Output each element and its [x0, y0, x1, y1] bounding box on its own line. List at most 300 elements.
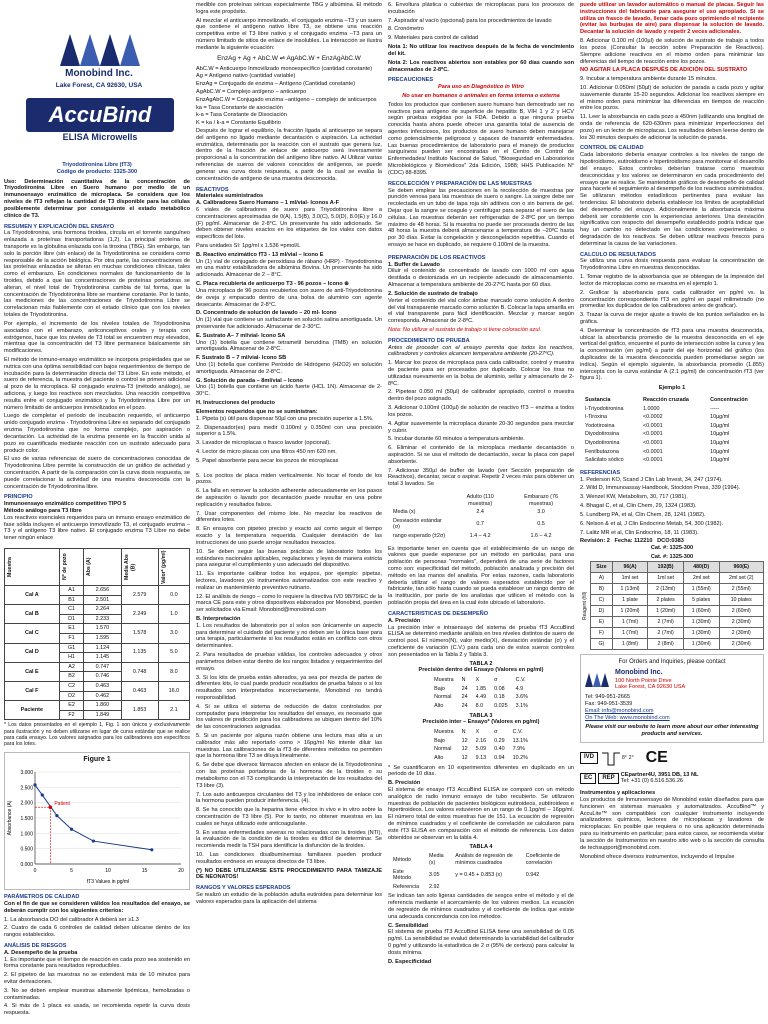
t3-r2c0: Alto	[434, 754, 444, 761]
reagent-grid-row	[591, 594, 764, 605]
cross-reaction-cell: 10µg/ml	[710, 440, 730, 447]
reactivos-heading: REACTIVOS	[196, 186, 229, 193]
prec-diag2: No usar en humanos o animales en forma interna o externa	[402, 92, 560, 99]
cross-reaction-cell: -----	[710, 405, 720, 412]
reagent-c-title: C. Placa recubierta de anticuerpo T3 - 96 pozos – Icono ⊕	[196, 281, 349, 288]
ref-5: 5. Lundberg PA, et al, Clin Chem, 28, 1241 (1982).	[580, 511, 706, 518]
t2-h2: X	[475, 677, 480, 684]
prec-paragraph: Todos los productos que contienen suero humano han demostrado ser no reactivos para antígeno de superficie de hepatitis B, VIH 1 y 2 y HCV según pruebas exigidas por la FDA. Debido a que ninguna prueba conocida hasta ahora puede ofrecer una garantía total de ausencia de agentes infecciosos, los productos de suero humano deben manejarse como potencialmente peligrosos y capaces de transmitir enfermedades. Las buenas procedimientos de laboratorio para el manejo de productos sanguíneos pueden ser encontradas en el Centro de Control de Enfermedades/ Instituto Nacional de Salud, "Biosegurdad en Laboratorios Microbiológicos y Biomédicos" 2da Edición, 1988; HHS Publicación N° (CDC) 88-8395.	[388, 101, 574, 176]
definition-item: EnzAgAbC.W = Conjugado enzima –antígeno – complejo de anticuerpos	[196, 96, 377, 103]
t2-r1c1: 24	[461, 694, 468, 701]
table-row	[5, 605, 190, 615]
reagent-grid-cell: 2ml set (2)	[719, 572, 764, 583]
c2-p2: Al mezclar el anticuerpo inmovilizado, el conjugado enzima –T3 y un suero que contiene el antígeno nativo libre T3, se obtiene una reacción competitiva entre el T3 libre nativo y el conjugado enzima –T3 para un número limitado de sitios de enlace de insolubles. La interacción se ilustra mediante la siguiente ecuación:	[196, 17, 382, 51]
y-tick-label: 2.000	[20, 800, 33, 807]
car-b-text: El sistema de ensayo fT3 AccuBind ELISA se comparó con un método analógico de radio inmuno ensayo de tubo recubierto. Se utilizaron muestras de población de pacientes biológicos eutiroideos, subtiroideos e hipertiroideos. Los valores estuvieron en un rango de 0.1pg/ml – 16pg/ml. El número total de estos muestras fue de 151. La ecuación de regresión de mínimos cuadrados y el coeficiente de correlación se calcularon para este fT3 ELISA en comparación con el método de referencia. Los datos obtenidos se observan en la tabla 4.	[388, 787, 574, 841]
order-box	[580, 654, 764, 743]
order-tel: Tel: 949-951-2665	[585, 694, 631, 701]
reagent-grid-cell: 1 (30ml)	[683, 638, 719, 649]
cc-paragraph: Cada laboratorio debería ensayar controles a los niveles de rango de hipotiroidismo, eutiroidismo e hipertiroidismo para monitorear el desarrollo del ensayo. Estos controles deberían tratarse como muestras desconocidas y los valores se determinaron en cada procedimiento del ensayo que se realice. Se mantendrán gráficos de desempeño de calidad para hacerle el seguimiento al desempeño de los reactivos suministrados. Se utilizaran métodos estadísticos pertinentes para evaluar las tendencias. El laboratorio debería establecer los límites de aceptabilidad del desempeño del ensayo. Adicionalmente la absorbancia máxima deberá ser consistente con la experiencias anteriores. Una desviación significativa con respecto del desempeño establecido podría indicar que hay un cambio no detectado en las condiciones experimentales o degradación de los reactivos. Se deben utilizar reactivos frescos para determinar la causa de las variaciones.	[580, 152, 764, 247]
patient-point	[49, 806, 53, 810]
step-9: 9. Incubar a temperatura ambiente durante 15 minutos.	[580, 76, 717, 83]
t2-h3: σ	[494, 677, 498, 684]
t4-title: TABLA 4	[469, 843, 493, 850]
t3-r2c2: 9.13	[475, 754, 487, 761]
th-muestra: Muestra	[7, 557, 13, 578]
prep-2-note: Nota: No utilizar el sustrato de trabajo si tiene coloración azul.	[388, 326, 542, 333]
t4-r0c3: 0.942	[525, 871, 540, 878]
t3-r2c4: 10.2%	[512, 754, 528, 761]
c2b-item-12: 12. El análisis de riesgo – como lo requiere la directiva IVD 98/79/EC de la marca CE para este y otros dispositivos elaborados por Monobind, pueden ser solicitados vía Email: Monobind@monobind.com	[196, 593, 382, 614]
uso-paragraph: Uso: Determinación cuantitativa de la concentración de Triyodotironina Libre en Suero humano por medio de un inmunoensayo enzimático de microplaca. Se considera que los niveles de fT3 reflejan la cantidad de T3 disponible para las células posiblemente determinar por consiguiente el estado metabólico clínico de T3.	[4, 178, 190, 219]
prep-heading: PREPARACIÓN DE LOS REACTIVOS	[388, 254, 486, 261]
example-table	[4, 548, 190, 720]
proc-heading: PROCEDIMIENTO DE PRUEBA	[388, 337, 470, 344]
calc-1: 1. Tomar registro de la absorbancia que se obtengan de la impresión del lector de microplacas como se muestra en el ejemplo 1.	[580, 274, 764, 287]
prep-1-text: Diluir el contenido de concentrado de lavado con 1000 ml con agua destilada o desionizada en un recipiente adecuado de almacenamiento. Almacenar a temperatura ambiente de 20-27ºC hasta por 60 días.	[388, 268, 574, 289]
g-h2: 192(B)	[648, 561, 684, 572]
nota-2: Nota 2: Los reactivos abiertos son estables por 60 días cuando son almacenados de 2-8ºC.	[388, 59, 574, 73]
t3-r0c1: 12	[461, 737, 468, 744]
data-point	[70, 828, 73, 831]
sample-name: Paciente	[5, 701, 60, 720]
resumen-p1: La Triyodotironina, una hormona tiroidea, circula en el torrente sanguíneo enlazada a proteínas transportadoras (1,2). La principal proteína de transporte es la globulina enlazada con la tiroxina (TBG). Sin embargo, tan solo la porción libre (sin enlace) de la Triyodotironina se considera como responsable de la acción biológica. Por otra parte, las concentraciones de las proteínas enlazadas se alteran en muchas condiciones clínicas, tales como el embarazo. En condiciones normales de funcionamiento de la tiroides, debido a que las concentraciones de proteínas portadoras se alteran, el nivel total de Triyodotironina cambia de tal forma, que la concentración de Triyodotironina libre se mantiene constante. Por lo tanto, las mediciones de las concentraciones de Triyodotironina Libre se correlacionan más fiablemente con el estado clínico que con los niveles totales de Triyodotironina.	[4, 230, 190, 319]
reagent-grid-cell: 1 plate	[612, 594, 648, 605]
c2b-item-5: 5. Los pocitos de placa miden verticalmente. No tocar el fondo de los pozos.	[196, 472, 382, 486]
well-id: B1	[59, 595, 84, 605]
abs-value: 1.124	[84, 643, 121, 653]
well-id: D1	[59, 614, 84, 624]
interp-2: 2. Para resultados de pruebas válidas, los controles adecuados y otros parámetros deben estar dentro de los rangos listados y requerimientos del ensayo.	[196, 652, 382, 672]
t2-r1c2: 4.49	[475, 694, 487, 701]
product-line: ELISA Microwells	[62, 132, 138, 142]
imp-paragraph: Es importante tener en cuenta que el establecimiento de un rango de valores que puede esperarse por un método en particular, para una población de personas "normales", dependerá de una serie de factores como son: especificidad del método, población analizada y precisión del método en las manos del analista. Por estas razones, cada laboratorio debería utilizar el rango de valores esperados establecido por el fabricante, tan sólo hasta cuando se pueda establecer un rango dentro de la institución, por parte de los analistas que utilicen el método con la población propia del área en la cual éste ubicado el laboratorio.	[388, 545, 574, 607]
accubind-logo: AccuBind	[26, 98, 174, 132]
cross-reaction-cell: <0.0002	[643, 414, 663, 421]
reagent-grid-cell: 2 (30ml)	[719, 638, 764, 649]
reagent-grid-row	[591, 627, 764, 638]
abs-value: 1.595	[84, 634, 121, 644]
car-b: B. Precisión	[388, 780, 421, 787]
car-a: A. Precisión	[388, 617, 421, 624]
t2-r0c1: 24	[461, 685, 468, 692]
reagent-grid-cell: 5 plates	[683, 594, 719, 605]
abs-value: 0.747	[84, 662, 121, 672]
abs-value: 0.746	[84, 672, 121, 682]
reagent-grid-cell: F)	[591, 627, 613, 638]
definition-item: K = ka / k-a = Constante Equilibrio	[196, 120, 281, 127]
t1-r0c0: Media (x)	[393, 509, 416, 516]
t2-r0c2: 1.85	[475, 685, 487, 692]
th-pozo: Nº de pozo	[61, 553, 68, 581]
column-3	[388, 2, 574, 965]
risk-item-3: 3. No se deben emplear muestras altamente lipémicas, hemolizadas o contaminadas.	[4, 987, 190, 1001]
cross-reaction-cell: Fenilbutazona	[585, 448, 619, 455]
resumen-p2: Por ejemplo, el incremento de los niveles totales de Triyodotironina asociados con el embarazo, anticonceptivos orales y terapia con estrógenos, hace que los niveles de T3 total se encuentren muy elevados, mientras que la concentración del T3 libre permanece básicamente sin modificaciones.	[4, 320, 190, 355]
c2b-item-8: 8. En ensayos con pipeteo preciso y exacto así como seguir el tiempo exacto y la temperatura requerida. Cualquier desviación de las instrucciones de uso puede arrojar resultados inexactos.	[196, 526, 382, 546]
t3-r2c1: 12	[461, 754, 468, 761]
definition-item: k-a = Tasa Constante de Disociación	[196, 112, 287, 119]
principio-sub: Inmunoensayo enzimático competitivo TIPO 5	[4, 501, 127, 508]
abs-value: 2.656	[84, 586, 121, 596]
fecha: Fecha: 112210	[614, 538, 653, 545]
x-tick-label: 15	[141, 868, 148, 875]
reagent-grid-cell: 2 (8ml)	[648, 638, 684, 649]
t3-h3: σ	[494, 729, 498, 736]
reagent-grid-cell: 2 plates	[648, 594, 684, 605]
x-tick-label: 20	[178, 868, 184, 875]
risk-heading: ANÁLISIS DE RIESGOS	[4, 942, 67, 949]
reagent-grid-cell: 1 (8ml)	[612, 638, 648, 649]
reagent-grid-wrap	[580, 561, 764, 650]
c3-item-8: 8. Cronómetro	[388, 26, 424, 33]
cross-reaction-cell: <0.0001	[643, 431, 663, 438]
cross-reaction-cell: <0.0001	[643, 440, 663, 447]
y-tick-label: 0.500	[20, 846, 33, 853]
car-heading: CARACTERISTICAS DE DESEMPEÑO	[388, 610, 489, 617]
t2-r1c3: 0.18	[494, 694, 505, 701]
proc-step-1: 1. Marcar los pozos de microplaca para cada calibrador, control y muestra de paciente para ser procesados por duplicado. Colocar los tiras no utilizadas nuevamente en la bolsa de aluminio, sellar y almacenarlo de 2-8ºC.	[388, 360, 574, 387]
interp-8: 8. Se ha conocido que la heparina tiene efectos in vivo e in vitro sobre la concentración de T3 libre (5). Por lo tanto, no obtener muestras en las cuales se haya utilizado este anticoagulante.	[196, 807, 382, 827]
cross-reaction-cell: l-Tiroxina	[585, 414, 607, 421]
table-row	[5, 643, 190, 653]
g-h4: 960(E)	[719, 561, 764, 572]
t2-h1: N	[461, 677, 466, 684]
reagent-a-note: Para unidades SI: 1pg/ml x 1.536 =pmol/L	[196, 243, 301, 249]
value: 2.1	[158, 701, 189, 720]
reagent-f-text: Uno (1) botella que contiene Peróxido de Hidrógeno (H2O2) en solución amortiguada. Almacenar de 2-8°C.	[196, 362, 382, 375]
abs-value: 2.264	[84, 605, 121, 615]
rep-symbol: REP	[598, 773, 618, 784]
revision-line	[580, 538, 764, 545]
reagent-grid-cell: A)	[591, 572, 613, 583]
reagent-b-title: B. Reactivo enzimático fT3 - 13 ml/vial – Icono E	[196, 251, 324, 258]
reagent-grid-cell: 10 plates	[719, 594, 764, 605]
abs-value: 2.233	[84, 614, 121, 624]
cc-heading: CONTROL DE CALIDAD	[580, 145, 644, 152]
interp-9: 9. En varias enfermedades severas no relacionadas con la tiroides (NTI), la evaluación de la condición de la tiroides es difícil de determinar. Se recomienda medir la TSH para identificar la disfunción de la tiroides.	[196, 829, 382, 850]
column-2	[196, 2, 382, 908]
rangos-heading: RANGOS Y VALORES ESPERADOS	[196, 885, 291, 892]
t3-r0c0: Bajo	[434, 737, 445, 744]
mean-abs: 1.578	[121, 624, 158, 643]
t4-r0c0: Este Método	[393, 868, 411, 882]
column-1	[4, 2, 190, 1019]
t4-h1: Media (x)	[429, 853, 444, 866]
data-point	[33, 784, 36, 787]
interp-6: 6. Se debe que diversos fármacos afecten en enlace de la Triyodotironina con las proteínas portadoras de la hormona de la tiroides o su metabolismo con el T3 complicando la interpretación de los resultados del T3 libre (3).	[196, 762, 382, 789]
company-name: Monobind Inc.	[65, 68, 133, 79]
reagent-grid-cell: 1 (30ml)	[683, 616, 719, 627]
cross-reaction-cell: <0.0001	[643, 448, 663, 455]
abs-value: 1.145	[84, 653, 121, 663]
y-tick-label: 2.500	[20, 785, 33, 792]
t3-r0c4: 13.1%	[512, 737, 528, 744]
reagent-grid-cell: 2 (30ml)	[719, 627, 764, 638]
principio-heading: PRINCIPIO	[4, 494, 33, 501]
well-id: C2	[59, 682, 84, 692]
proc-step-7: 7. Adicionar 350µl de buffer de lavado (ver Sección preparación de Reactivos), decantar, secar o aspirar. Repetir 2 veces más para obtener un total 3 lavados. Se	[388, 467, 574, 488]
resumen-heading: RESUMEN Y EXPLICACIÓN DEL ENSAYO	[4, 223, 115, 230]
ec-symbol: EC	[580, 773, 596, 784]
reagent-h-title: H. Instrucciones del producto	[196, 400, 275, 407]
reagent-f-title: F. Sustrato B – 7 ml/vial- Icono SB	[196, 355, 287, 362]
order-company: Monobind Inc.	[615, 669, 663, 677]
order-addr1: 100 North Pointe Drive	[615, 677, 672, 684]
well-id: B2	[59, 672, 84, 682]
table-row	[5, 586, 190, 596]
reagent-grid-row	[591, 605, 764, 616]
t2-r2c3: 0.025	[494, 702, 508, 709]
c3-item-9: 9. Materiales para control de calidad	[388, 35, 479, 42]
t2-r1c4: 3.6%	[515, 694, 528, 701]
c2-p3: Después de lograr el equilibrio, la fracción ligada al anticuerpo se separa del antígeno no ligado mediante decantación o aspiración. La actividad enzimática, determinada por la reacción con el sustrato que genera luz, dentro de la fracción de enlace de anticuerpo será inversamente proporcional a la concentración del antígeno libre nativo. Al Utilizar varias referencias de sueros de valores conocidos de antígenos, se puede generar una curva dosis respuesta, a partir de la cual se evalúa la concentración de antígeno de una muestra desconocida.	[196, 128, 382, 182]
cross-reaction-cell: Diyodotironina	[585, 440, 620, 447]
t4-h0: Método	[393, 856, 411, 863]
qc-heading: PARÁMETROS DE CALIDAD	[4, 894, 80, 901]
ref-3: 3. Wenzel KW, Metabolism, 30, 717 (1981).	[580, 494, 688, 501]
proc-step-4: 4. Agitar suavemente la microplaca durante 20-30 segundos para mezclar y cubrir.	[388, 420, 574, 434]
t3-r1c1: 12	[461, 746, 468, 753]
reagent-grid-cell: 2ml set	[683, 572, 719, 583]
t1-h1: Adulto (110 muestras)	[466, 494, 494, 507]
cross-reaction-table	[580, 395, 764, 466]
x-tick-label: 5	[70, 868, 73, 875]
order-addr2: Lake Forest, CA 92630 USA	[615, 684, 686, 691]
t3-title: TABLA 3	[469, 712, 493, 719]
definition-item: AbC.W = Anticuerpo Inmovilizado monoespecífico (cantidad constante)	[196, 65, 373, 72]
cross-reaction-cell: 10µg/ml	[710, 414, 730, 421]
calc-4: 4. Determinar la concentración de fT3 para una muestra desconocida, ubicar la absorbancia promedio de la muestra desconocida en el eje vertical del gráfico, encuentre el punto de intersección sobre la curva y lea la concentración (en pg/ml) a partir del eje horizontal del gráfico (los duplicados de la muestra desconocida pueden promediarse según se indica). Según el ejemplo siguiente, la absorbancia promedio (1.855) intercepta con la curva estándar A (2.1 pg/ml) de concentración fT3 (ver figura 1).	[580, 327, 764, 382]
recol-paragraph: Se deben emplear las precauciones en la recolección de muestras por punción venosa para las muestras de suero o sangre. La sangre debe ser recolectada en un tubo de tapa roja sin aditivos con o sin barrera de gel. Dejar que la sangre se coagule y centrifugar para separar el suero de las células. Las muestras deberán ser refrigeradas de 2-8ºC por un tiempo máximo de 48 horas. Si la muestra no puede ser procesada dentro de las 48 horas la muestra deberá almacenarse a temperatura de –20ºC hasta por 30 días. Evitar la congelación y descongelación repetitiva. Cuando el ensayo se hace en duplicado, se requiere 0.100ml de la muestra.	[388, 187, 574, 248]
t4-paragraph: Se indican tan solo ligeras cantidades de sesgos entre el método y el de referencia mediante el acercamiento de los valores medios. La ecuación de regresión de mínimos cuadrados y el coeficiente de indica que existe una adecuada concordancia con los métodos.	[388, 893, 574, 920]
reagent-e-title: E. Sustrato A– 7 ml/vial- Icono SA	[196, 332, 286, 339]
reagent-grid-cell: 2 (7ml)	[648, 616, 684, 627]
t1-r0c2: 3.0	[537, 509, 545, 516]
reagent-grid-row	[591, 583, 764, 594]
step-11: 11. Leer la absorbancia en cada pozo a 450nm (utilizando una longitud de onda de referencia de 620-630nm para minimizar imperfecciones del pozo) en un lector de microplacas. Los resultados deben leerse dentro de los 30 minutos después de adicionar la solución de parada.	[580, 114, 764, 141]
definition-item: EnzAg = Conjugado de enzima – Antígeno (Cantidad constante)	[196, 81, 356, 88]
order-title: For Orders and Inquiries, please contact	[618, 658, 726, 665]
qc-item-2: 2. Cuatro de cada 6 controles de calidad deben ubicarse dentro de los rangos establecidos.	[4, 925, 190, 939]
cross-reaction-cell: 1.0000	[643, 405, 660, 412]
reagent-grid-cell: 2 (7ml)	[648, 627, 684, 638]
t1-h0	[390, 494, 450, 507]
ref-4: 4. Bhagat C, et al, Clin Chem, 29, 1324 (1983).	[580, 503, 697, 510]
cross-reaction-row	[582, 414, 762, 421]
reagent-grid-cell: 1 (30ml)	[683, 627, 719, 638]
t4-h2: Análisis de regresión de mínimos cuadrados	[455, 853, 513, 866]
reagent-d-title: D. Concentrado de solución de lavado – 20 ml- Icono	[196, 310, 337, 317]
th-abs: Abs (A)	[86, 557, 93, 577]
t1-r2c2: 1.6 – 4.2	[530, 532, 552, 539]
symbols-row	[580, 748, 764, 768]
cross-reaction-cell: 10µg/ml	[710, 422, 730, 429]
t4-r0c1: 3.05	[429, 871, 440, 878]
data-point	[92, 840, 95, 843]
t2-h4: C.V.	[515, 677, 526, 684]
reagent-grid-cell: 2 (55ml)	[719, 583, 764, 594]
y-axis-label: Absorbance (A)	[7, 800, 13, 836]
value: 8.0	[158, 662, 189, 681]
t3-note: * Se cuantificaron en 10 experimentos diferentes en duplicado en un periodo de 10 días.	[388, 764, 574, 778]
company-address: Lake Forest, CA 92630, USA	[55, 82, 143, 89]
reagent-a-text: 6 viales de calibradores de suero para Triyodotironina libre a concentraciones aproximadas de 0(A), 1.5(B), 3.0(C), 5.0(D), 8.0(E) y 16.0 (F) pg/ml. Almacenar de 2-8°C. Un preservante ha sido adicionado. Se deben obtener niveles exactos en los etiquetes de los viales con datos específicos del lote.	[196, 206, 382, 241]
cross-reaction-cell: l-Triyodotironina	[585, 405, 624, 412]
t2-r2c1: 24	[461, 702, 468, 709]
ejemplo-heading: Ejemplo 1	[658, 385, 686, 392]
sample-name: Cal B	[5, 605, 60, 624]
proc-step-2: 2. Pipetear 0.050 ml (50µl) de calibrador apropiado, control o muestra dentro del pozo asignado.	[388, 389, 574, 403]
reagent-grid-row	[591, 616, 764, 627]
t2-title: TABLA 2	[469, 660, 493, 667]
reagent-e-text: Uno (1) botella que contiene tetrametil benzidina (TMB) en solución amortiguada. Almacenar de 2-8°C.	[196, 339, 382, 353]
t4-r1c2	[452, 884, 520, 891]
column-4	[580, 2, 764, 862]
chart-title: Figure 1	[83, 755, 111, 763]
t2-h0: Muestra	[434, 677, 454, 684]
cr-h2: Concentración	[710, 397, 748, 404]
reagent-grid-cell: E)	[591, 616, 613, 627]
inst-tail: Monobind ofrece diversos instrumentos, incluyendo el Impulse	[580, 853, 735, 860]
sample-name: Cal D	[5, 643, 60, 662]
monobind-small-logo-icon	[585, 673, 611, 687]
t2-sub: Precisión dentro del Ensayo (Valores en pg/ml)	[418, 667, 544, 674]
calc-heading: CALCULO DE RESULTADOS	[580, 251, 656, 258]
no-agitar: NO AGITAR LA PLACA DESPUÉS DE ADICIÓN DEL SUSTRATO	[580, 67, 748, 74]
figure-1-chart	[4, 752, 190, 890]
sample-name: Cal A	[5, 586, 60, 605]
data-point	[150, 848, 153, 851]
well-id: G1	[59, 643, 84, 653]
abs-value: 1.860	[84, 701, 121, 711]
g-h1: 96(A)	[612, 561, 648, 572]
interp-7: 7. Los auto anticuerpos circulantes del T3 y los inhibidores de enlace con la hormona pueden producir interferencia. (4).	[196, 791, 382, 805]
cr-h0: Sustancia	[585, 397, 611, 404]
req-heading: Elementos requeridos que no se suministran:	[196, 408, 318, 415]
req-item-5: 5. Papel absorbente para secar los pozos de microplacas	[196, 457, 339, 464]
prec-heading: PRECAUCIONES	[388, 77, 434, 84]
t3-h4: C.V.	[512, 729, 523, 736]
principio-paragraph: Los reactivos esenciales requeridos para un inmuno ensayo enzimático de fase sólida incluyen el anticuerpo inmovilizado T3, el conjugado enzima – T3 y el antígeno T3 libre nativo. El conjugado enzima T3 Libre no debe tener ningún enlace	[4, 514, 190, 542]
cr-h1: Reacción cruzada	[643, 397, 689, 404]
table-row	[5, 682, 190, 692]
table-4	[388, 851, 574, 892]
proc-intro: Antes de proceder con el ensayo permita que todos los reactivos, calibradores y controles alcancen temperatura ambiente (20-27ºC).	[388, 344, 574, 358]
req-item-2: 2. Dispensador(es) para medir 0.100ml y 0.350ml con una precisión superior a 1.5%.	[196, 424, 382, 438]
abs-value: 2.501	[84, 595, 121, 605]
car-a-text: La precisión inter e intraensayo del sistema de prueba fT3 AccuBind ELISA se determinó mediante análisis en tres niveles distintos de suero de control pool. El número(N), valor medio(X), desviación estándar (σ) y el coeficiente de variación (C.V.) para cada uno de estos sueros controles son presentados en la Tabla 2 y Tabla 3.	[388, 624, 574, 658]
y-tick-label: 1.500	[20, 816, 33, 823]
risk-item-2: 2. El pipeteo de las muestras no se extenderá más de 10 minutos para evitar derivaciones.	[4, 972, 190, 986]
sample-name: Cal C	[5, 624, 60, 643]
reagent-grid-cell: 1 (60ml)	[683, 605, 719, 616]
reagent-c-text: Una microplaca de 96 pozos recubiertos con suero de anti-Triyodotironina de oveja y empacado dentro de una bolsa de aluminio con agente desecante. Almacenar de 2-8°C.	[196, 287, 382, 308]
well-id: A1	[59, 586, 84, 596]
interp-1: 1. Los resultados de laboratorio por sí solos son únicamente un aspecto para determinar el cuidado del paciente y no deben ser la única base para una terapia, particularmente si los resultados están en conflicto con otros determinantes.	[196, 622, 382, 650]
t4-r1c0: Referencia	[393, 883, 420, 890]
cross-reaction-cell: Salicilato sódico	[585, 457, 624, 464]
t2-r0c0: Bajo	[434, 685, 445, 692]
t2-r0c3: 0.08	[494, 685, 505, 692]
step-8: 8. Adicionar 0.100 ml (100µl) de solución de sustrato de trabajo a todos los pozos (Consultar la sección sobre Preparación de Reactivos). Siempre adicione reactivos en el mismo orden para minimizar las diferencias del tiempo de reacción entre los pozos.	[580, 38, 764, 65]
ce-partner-tel: Tel: +31 (0) 6.516.536.26	[620, 778, 684, 785]
prep-1-title: 1. Buffer de Lavado	[388, 261, 440, 268]
interp-4: 4. Si se utiliza el sistema de reducción de datos controlados por computador para interpretar los resultados del ensayo, es necesario que los valores de predicción para los calibradores se ubiquen dentro del 10% de las concentraciones asignadas.	[196, 703, 382, 731]
t3-r1c0: Normal	[434, 746, 452, 753]
reagent-grid-cell: 1 (7ml)	[612, 616, 648, 627]
order-email[interactable]: Email: info@monobind.com	[585, 707, 654, 714]
reagent-g-title: G. Solución de parada – 8ml/vial – Icono	[196, 377, 303, 384]
inst-heading: Instrumentos y aplicaciones	[580, 790, 656, 797]
th-media: Media Abs (B)	[123, 554, 136, 580]
reagent-grid-cell: D)	[591, 605, 613, 616]
th-valor: Valor* (pg/ml)	[160, 550, 167, 584]
abs-value: 0.462	[84, 691, 121, 701]
well-id: C1	[59, 605, 84, 615]
table-row	[5, 701, 190, 711]
c2b-item-11: 11. Es importante calibrar todos los equipos, por ejemplo: pipetas, lectores, lavadores y/o instrumentos automatizados con este reactivo y realizar un mantenimiento preventivo rutinario.	[196, 571, 382, 591]
reagent-grid-cell: G)	[591, 638, 613, 649]
qc-intro: Con el fin de que se consideren válidos los resultados del ensayo, se deberán cumplir con los siguientes criterios:	[4, 900, 190, 914]
step-10: 10. Adicionar 0.050ml (50µl) de solución de parada a cada pozo y agitar suavemente durante 15-20 segundos. Adicionar los reactivos siempre en el mismo orden para minimizar las diferencias en tiempos de reacción entre los pozos.	[580, 84, 764, 112]
y-tick-label: 0.000	[20, 862, 33, 869]
chart-svg	[5, 766, 189, 886]
interp-3: 3. Si los kits de prueba están alterados, ya sea por mezcla de partes de diferentes kits, lo cual puede producir resultados de prueba falsos o si los resultados son interpretados incorrectamente, Monobind no tendrá responsabilidad.	[196, 674, 382, 701]
recol-heading: RECOLECCIÓN Y PREPARACIÓN DE LAS MUESTRAS	[388, 180, 532, 187]
t1-r1c2: 0.5	[537, 521, 545, 528]
t1-r1c1: 0.7	[476, 521, 484, 528]
reagent-label: Reagent (fill)	[582, 591, 588, 620]
calc-3: 3. Trazar la curva de mejor ajuste a través de los puntos señalados en la gráfica.	[580, 312, 764, 325]
reagent-grid-cell: 1 (20ml)	[648, 605, 684, 616]
cross-reaction-cell: 10µg/ml	[710, 431, 730, 438]
temp-lo: 2°	[628, 754, 634, 761]
req-item-4: 4. Lector de micro placas con una filtros 450 nm 620 nm.	[196, 448, 337, 455]
t1-r2c0: rango esperado (±2σ)	[393, 532, 446, 539]
cross-reaction-cell: 10µg/ml	[710, 457, 730, 464]
table-note: * Los datos presentados en el ejemplo 1, Fig. 1 son únicos y exclusivamente para ilustración y no deben utilizarse en lugar de curva estándar que se realice para cada ensayo. Los valores asignados para los calibradores son específicos para los lotes.	[4, 722, 190, 748]
cross-reaction-row	[582, 423, 762, 430]
mean-abs: 2.579	[121, 586, 158, 605]
visit-text: Please visit our website to learn more about our other interesting products and services.	[585, 724, 759, 738]
qc-item-1: 1. La absorbancia DO del calibrador A deberá ser ≥1.3	[4, 916, 139, 923]
patient-label: Patient	[54, 801, 70, 808]
well-id: E1	[59, 624, 84, 634]
ref-7: 7. Lalitz MR et al, Clin Endocrino, 18, 11 (1983).	[580, 529, 699, 536]
c2b-item-10: 10. Se deben seguir las buenas prácticas de laboratorio todos los estándares nacionales aplicables, regulaciones y leyes de manera estricta para asegurar el cumplimiento y uso adecuado del dispositivo.	[196, 548, 382, 569]
proc-step-3: 3. Adicionar 0.100ml (100µl) de solución de reactivo fT3 – enzima a todos los pozos.	[388, 405, 574, 418]
t2-r2c0: Alto	[434, 702, 444, 709]
car-d: D. Especificidad	[388, 958, 432, 965]
reagent-grid-cell: 1 (13ml)	[612, 583, 648, 594]
sample-name: Cal E	[5, 662, 60, 681]
interp-5: 5. Si un paciente por alguna razón obtiene una lectura mas alta a un calibrador más alto reportarlo como > 16pg/ml No intente diluir las muestras. Las calibraciones de la fT3 de diferentes métodos no permiten que la hormona libre T3 se diluya linealmente.	[196, 733, 382, 760]
t3-h1: N	[461, 729, 466, 736]
definition-item: Ag = Antígeno nativo (cantidad variable)	[196, 73, 296, 80]
proc-step-5: 5. Incubar durante 60 minutos a temperatura ambiente.	[388, 436, 525, 443]
reagent-grid-cell: 1 (55ml)	[683, 583, 719, 594]
x-tick-label: 0	[33, 868, 37, 875]
order-web[interactable]: On The Web: www.monobind.com	[585, 714, 670, 721]
cross-reaction-row	[582, 440, 762, 447]
table-2	[429, 675, 533, 711]
reagent-grid-cell: 2 (30ml)	[719, 616, 764, 627]
risk-item-4: 4. Si más de 1 placa es usada, se recomienda repetir la curva dosis respuesta.	[4, 1003, 190, 1017]
sample-name: Cal F	[5, 682, 60, 701]
c2-p1: medible con proteínas séricas especialmente TBG y albúmina. El método logra este propósito.	[196, 2, 382, 15]
logo-block	[4, 2, 190, 162]
